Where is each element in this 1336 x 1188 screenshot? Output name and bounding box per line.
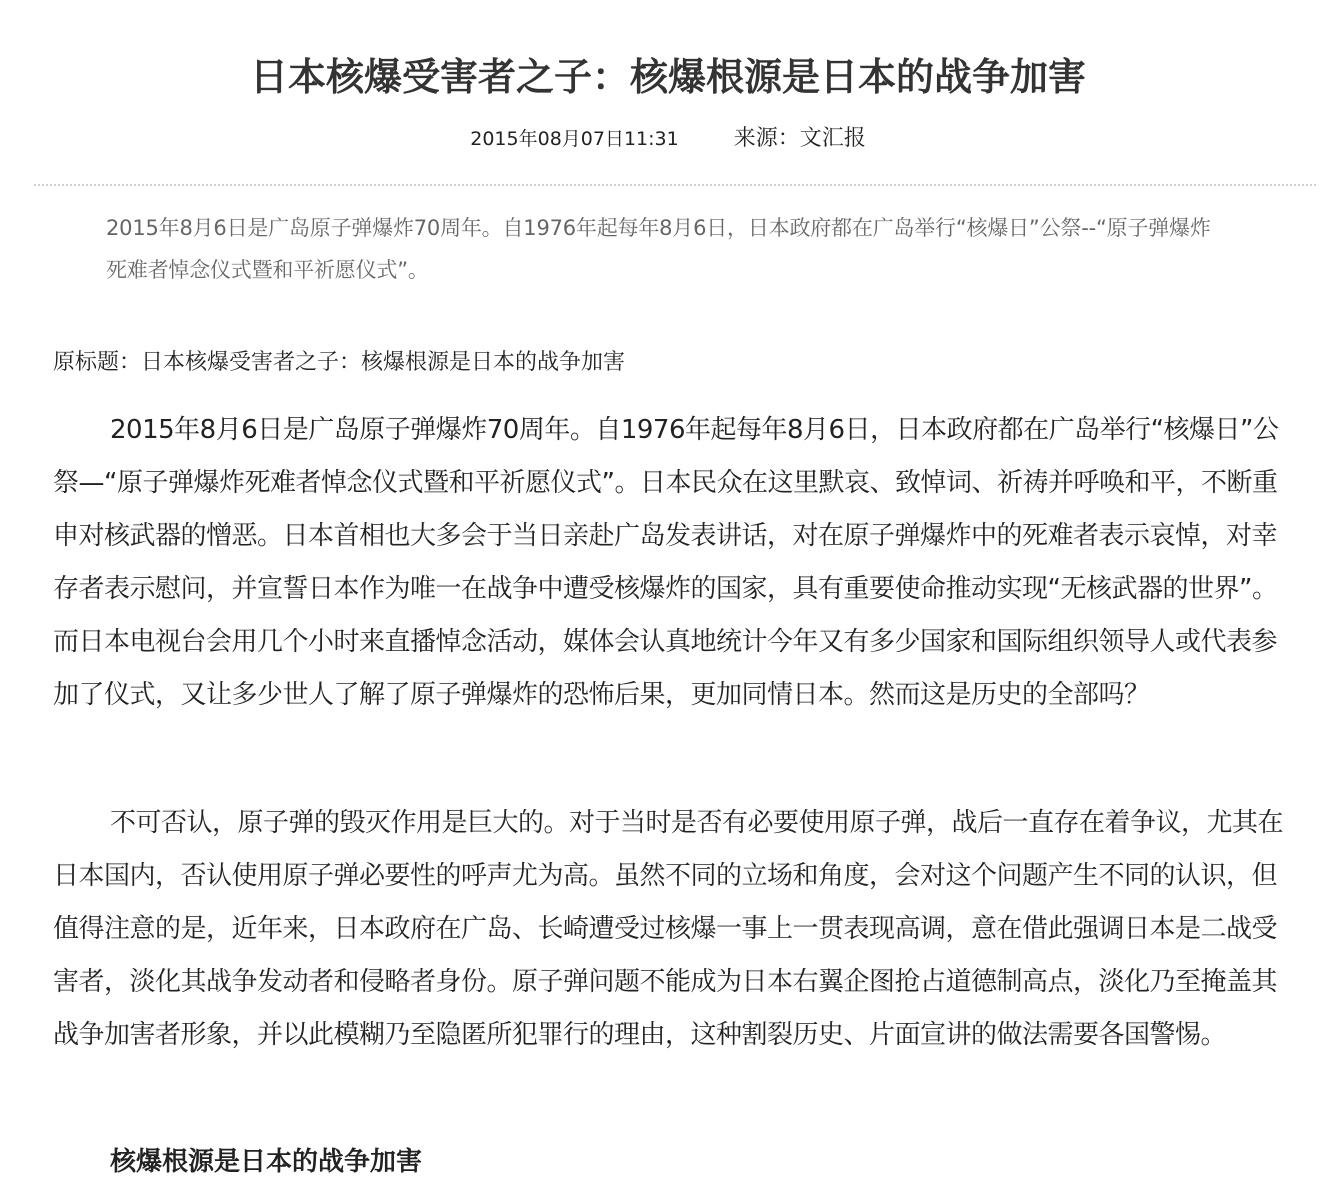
section-subheading: 核爆根源是日本的战争加害 <box>110 1147 423 1177</box>
body-paragraph: 不可否认，原子弹的毁灭作用是巨大的。对于当时是否有必要使用原子弹，战后一直存在着争议，尤其在日本国内，否认使用原子弹必要性的呼声尤为高。虽然不同的立场和角度，会对这个问题产生不同的认识，但值得注意的是，近年来，日本政府在广岛、长崎遭受过核爆一事上一贯表现高调，意在借此强调日本是二战受害者，淡化其战争发动者和侵略者身份。原子弹问题不能成为日本右翼企图抢占道德制高点，淡化乃至掩盖其战争加害者形象，并以此模糊乃至隐匿所犯罪行的理由，这种割裂历史、片面宣讲的做法需要各国警惕。 <box>53 808 1284 1050</box>
publish-date: 2015年08月07日11:31 <box>470 128 679 150</box>
body-paragraph: 2015年8月6日是广岛原子弹爆炸70周年。自1976年起每年8月6日，日本政府都在广岛举行“核爆日”公祭—“原子弹爆炸死难者悼念仪式暨和平祈愿仪式”。日本民众在这里默哀、致悼词、祈祷并呼唤和平，不断重申对核武器的憎恶。日本首相也大多会于当日亲赴广岛发表讲话，对在原子弹爆炸中的死难者表示哀悼，对幸存者表示慰问，并宣誓日本作为唯一在战争中遭受核爆炸的国家，具有重要使命推动实现“无核武器的世界”。而日本电视台会用几个小时来直播悼念活动，媒体会认真地统计今年又有多少国家和国际组织领导人或代表参加了仪式，又让多少世人了解了原子弹爆炸的恐怖后果，更加同情日本。然而这是历史的全部吗？ <box>53 415 1279 710</box>
title-divider <box>34 184 1316 186</box>
article-source: 来源：文汇报 <box>733 126 866 151</box>
original-title: 原标题：日本核爆受害者之子：核爆根源是日本的战争加害 <box>53 350 626 375</box>
article-title: 日本核爆受害者之子：核爆根源是日本的战争加害 <box>249 54 1086 99</box>
article-summary: 2015年8月6日是广岛原子弹爆炸70周年。自1976年起每年8月6日，日本政府都在广岛举行“核爆日”公祭--“原子弹爆炸死难者悼念仪式暨和平祈愿仪式”。 <box>106 216 1211 282</box>
article-meta <box>0 122 1336 156</box>
